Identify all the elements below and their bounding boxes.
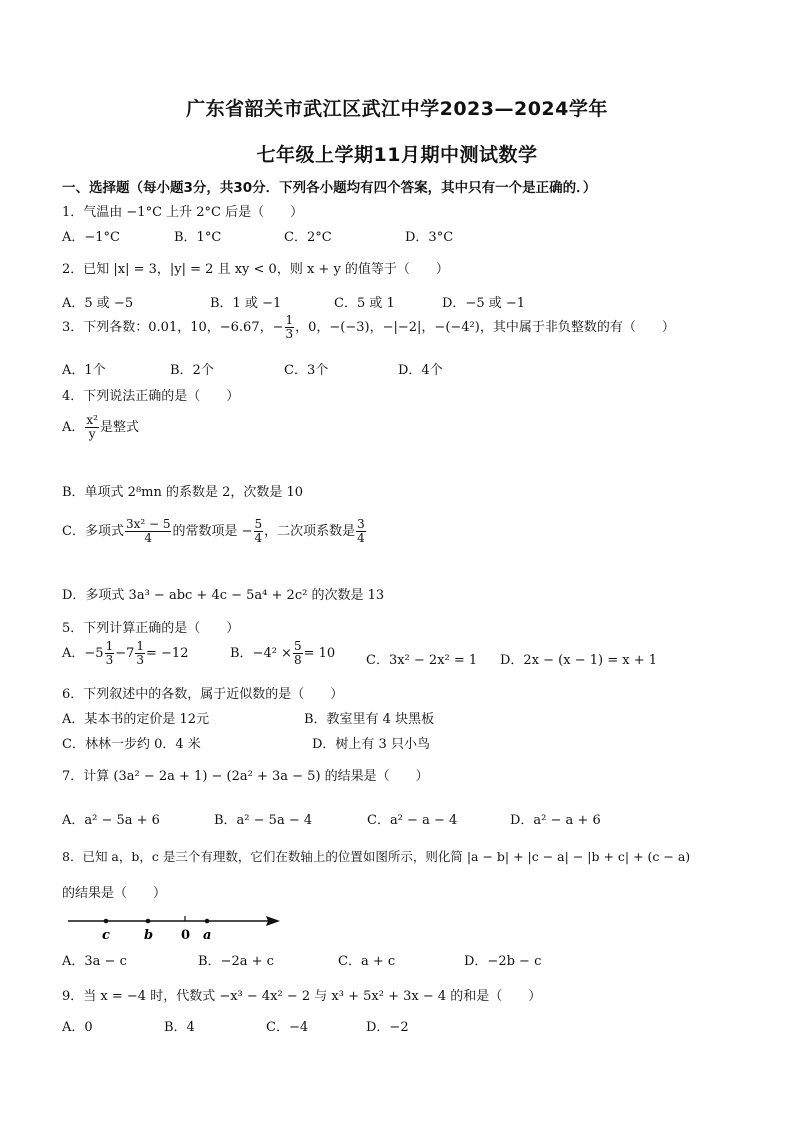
- q4-a-label: A．: [62, 420, 85, 436]
- number-line-arrow: [266, 916, 280, 926]
- q9-option-d: D．−2: [366, 1020, 409, 1035]
- q8-stem-line-2: 的结果是（ ）: [62, 886, 167, 901]
- q5-a-d2: 3: [136, 653, 145, 668]
- label-b: b: [144, 928, 154, 943]
- q1-option-b: B．1°C: [174, 230, 222, 245]
- q7-option-a: A．a² − 5a + 6: [62, 813, 160, 828]
- q2-option-b: B．1 或 −1: [210, 296, 282, 311]
- q7-option-b: B．a² − 5a − 4: [214, 813, 313, 828]
- q7-option-d: D．a² − a + 6: [510, 813, 601, 828]
- q9-option-a: A．0: [62, 1020, 93, 1035]
- q9-option-c: C．−4: [266, 1020, 309, 1035]
- q5-b-pre: B．−4² ×: [230, 646, 292, 662]
- q4-option-a: [62, 414, 139, 441]
- q7-option-c: C．a² − a − 4: [367, 813, 458, 828]
- q3-option-d: D．4个: [398, 363, 443, 378]
- label-zero: 0: [181, 928, 191, 943]
- point-c: [104, 919, 109, 924]
- q5-option-b: [230, 640, 335, 667]
- q4-a-tail: 是整式: [99, 420, 139, 436]
- q2-option-a: A．5 或 −5: [62, 296, 134, 311]
- q4-c-den3: 4: [357, 531, 365, 546]
- q8-stem-line-1: 8．已知 a，b，c 是三个有理数，它们在数轴上的位置如图所示，则化简 |a − b| + |c − a| − |b + c| + (c − a): [62, 849, 691, 864]
- q5-option-c: C．3x² − 2x² = 1: [366, 653, 478, 668]
- q4-a-fraction: [85, 414, 99, 441]
- label-c: c: [102, 928, 110, 943]
- point-b: [146, 919, 151, 924]
- q5-b-frac: [293, 640, 303, 667]
- q9-option-b: B．4: [164, 1020, 195, 1035]
- q3-fraction: [285, 314, 295, 341]
- number-line-figure: [62, 910, 284, 944]
- q9-stem: 9．当 x = −4 时，代数式 −x³ − 4x² − 2 与 x³ + 5x² + 3x − 4 的和是（ ）: [62, 989, 542, 1004]
- q4-c-den1: 4: [144, 531, 153, 546]
- q5-a-post: = −12: [146, 646, 189, 662]
- q5-a-frac-2: [135, 640, 145, 667]
- q4-c-label: C．多项式: [62, 524, 124, 540]
- q3-frac-den: 3: [285, 327, 294, 342]
- q8-option-c: C．a + c: [338, 954, 396, 969]
- q1-option-c: C．2°C: [284, 230, 332, 245]
- q4-option-c: [62, 518, 367, 545]
- doc-title-line-1: 广东省韶关市武江区武江中学2023—2024学年: [186, 98, 608, 120]
- q4-c-fraction-2: [254, 518, 264, 545]
- q4-c-fraction-1: [125, 518, 172, 545]
- q6-option-c: C．林林一步约 0．4 米: [62, 737, 201, 752]
- q8-option-b: B．−2a + c: [198, 954, 274, 969]
- q4-c-mid: 的常数项是 −: [172, 524, 253, 540]
- q5-option-a: [62, 640, 188, 667]
- q3-option-a: A．1个: [62, 363, 106, 378]
- q2-stem: 2．已知 |x| = 3，|y| = 2 且 xy < 0，则 x + y 的值等于（ ）: [62, 262, 449, 277]
- q8-option-d: D．−2b − c: [464, 954, 542, 969]
- q5-a-pre: A．−5: [62, 646, 104, 662]
- q4-c-den2: 4: [254, 531, 263, 546]
- q6-option-a: A．某本书的定价是 12元: [62, 712, 210, 727]
- q5-a-frac-1: [105, 640, 115, 667]
- q4-stem: 4．下列说法正确的是（ ）: [62, 389, 240, 404]
- q7-stem: 7．计算 (3a² − 2a + 1) − (2a² + 3a − 5) 的结果是（ ）: [62, 769, 429, 784]
- q6-stem: 6．下列叙述中的各数，属于近似数的是（ ）: [62, 687, 344, 702]
- q5-a-n1: 1: [105, 639, 114, 653]
- q5-a-mid: −7: [115, 646, 135, 662]
- label-a: a: [203, 928, 212, 943]
- q6-option-d: D．树上有 3 只小鸟: [312, 737, 430, 752]
- q3-stem: [62, 314, 675, 341]
- q5-option-d: D．2x − (x − 1) = x + 1: [500, 653, 658, 668]
- section-heading: 一、选择题（每小题3分，共30分．下列各小题均有四个答案，其中只有一个是正确的．）: [62, 180, 597, 196]
- q1-option-d: D．3°C: [405, 230, 454, 245]
- q5-a-n2: 1: [136, 639, 145, 653]
- q3-option-c: C．3个: [284, 363, 329, 378]
- q2-option-c: C．5 或 1: [334, 296, 395, 311]
- q6-option-b: B．教室里有 4 块黑板: [304, 712, 435, 727]
- q4-c-mid2: ，二次项系数是: [264, 524, 356, 540]
- q4-c-num3: 3: [357, 517, 365, 531]
- q4-c-fraction-3: [356, 518, 366, 545]
- q4-option-b: B．单项式 2⁸mn 的系数是 2，次数是 10: [62, 485, 304, 500]
- q4-option-d: D．多项式 3a³ − abc + 4c − 5a⁴ + 2c² 的次数是 13: [62, 588, 385, 603]
- q5-a-d1: 3: [105, 653, 114, 668]
- q3-option-b: B．2个: [170, 363, 214, 378]
- q4-a-num: x²: [86, 413, 98, 427]
- q2-option-d: D．−5 或 −1: [442, 296, 526, 311]
- q1-option-a: A．−1°C: [62, 230, 120, 245]
- q4-c-num2: 5: [254, 517, 263, 531]
- q3-frac-num: 1: [285, 313, 294, 327]
- q5-b-d: 8: [293, 653, 302, 668]
- q4-c-num1: 3x² − 5: [125, 517, 171, 531]
- q1-stem: 1．气温由 −1°C 上升 2°C 后是（ ）: [62, 205, 304, 220]
- doc-title-line-2: 七年级上学期11月期中测试数学: [256, 144, 538, 166]
- q5-b-post: = 10: [303, 646, 336, 662]
- q5-stem: 5．下列计算正确的是（ ）: [62, 621, 240, 636]
- q5-b-n: 5: [293, 639, 302, 653]
- q4-a-den: y: [88, 427, 96, 442]
- q8-option-a: A．3a − c: [62, 954, 127, 969]
- q3-stem-start: 3．下列各数：0.01，10，−6.67，−: [62, 320, 284, 336]
- q3-stem-end: ，0，−(−3)，−|−2|，−(−4²)，其中属于非负整数的有（ ）: [295, 320, 675, 336]
- point-a: [205, 919, 210, 924]
